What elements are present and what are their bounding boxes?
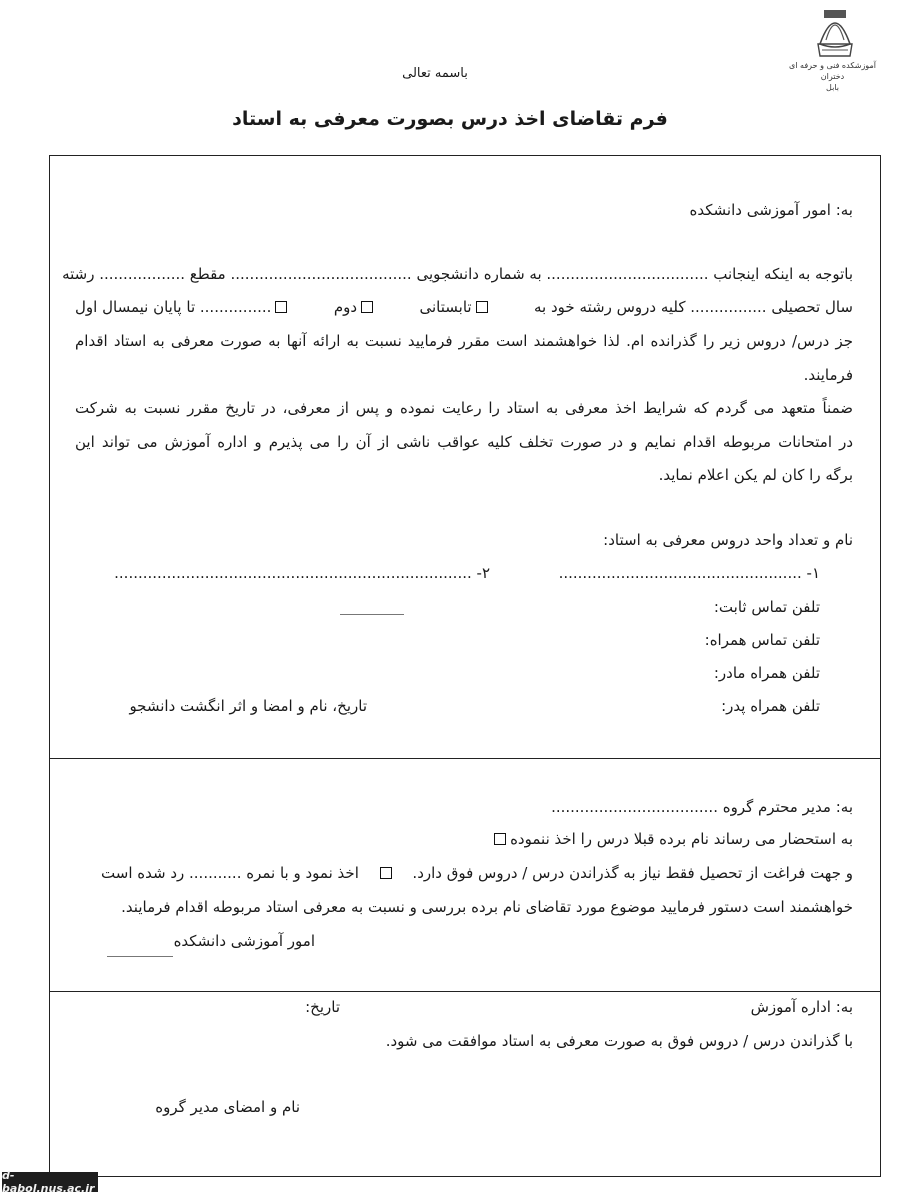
section3-signature: نام و امضای مدیر گروه	[155, 1098, 300, 1116]
section1-addressee: به: امور آموزشی دانشکده	[689, 201, 853, 219]
section3-line1: با گذراندن درس / دروس فوق به صورت معرفی به استاد موافقت می شود.	[385, 1032, 853, 1050]
section1-line7: برگه را کان لم یکن اعلام نماید.	[658, 466, 853, 484]
summer-option	[419, 298, 491, 316]
phone-mother-label: تلفن همراه مادر:	[713, 664, 820, 682]
semester2-label: دوم	[333, 298, 358, 316]
phone-fixed-line	[340, 614, 404, 615]
course-1: ۱- ...................................................	[558, 564, 820, 582]
summer-label: تابستانی	[419, 298, 472, 316]
semester1-option	[75, 298, 291, 316]
failed-checkbox[interactable]	[380, 867, 392, 879]
section2-line2	[101, 864, 853, 882]
section2-addressee: به: مدیر محترم گروه ...................................	[551, 798, 853, 816]
failed-label: اخذ نمود و با نمره ........... رد شده است	[101, 864, 359, 882]
section1-line3: جز درس/ دروس زیر را گذرانده ام. لذا خواهشمند است مقرر فرمایید نسبت به ارائه آنها به صورت معرفی به استاد اقدام	[75, 332, 853, 350]
graduation-need-label: و جهت فراغت از تحصیل فقط نیاز به گذراندن درس / دروس فوق دارد.	[412, 864, 853, 882]
semester1-label: ............... تا پایان نیمسال اول	[75, 298, 272, 316]
footer-site-tag: d-babol.nus.ac.ir	[2, 1172, 98, 1192]
form-title: فرم تقاضای اخذ درس بصورت معرفی به استاد	[232, 108, 668, 130]
section1-line1: باتوجه به اینکه اینجانب .................................. به شماره دانشجویی ...................................... مقطع .................. رشته	[62, 265, 853, 283]
section1-line2	[75, 298, 853, 316]
semester2-checkbox[interactable]	[361, 301, 373, 313]
section-divider-1	[50, 758, 880, 759]
section3-addressee: به: اداره آموزش	[750, 998, 853, 1016]
section2-signature: امور آموزشی دانشکده	[173, 932, 315, 950]
phone-mobile-label: تلفن تماس همراه:	[704, 631, 820, 649]
summer-checkbox[interactable]	[476, 301, 488, 313]
courses-label: نام و تعداد واحد دروس معرفی به استاد:	[603, 531, 853, 549]
student-signature-label: تاریخ، نام و امضا و اثر انگشت دانشجو	[129, 697, 367, 715]
not-taken-label: به استحضار می رساند نام برده قبلا درس را اخذ ننموده	[510, 830, 853, 848]
form-frame	[49, 155, 881, 1177]
section1-line4: فرمایند.	[803, 366, 853, 384]
line2-d: سال تحصیلی ................ کلیه دروس رشته خود به	[533, 298, 853, 316]
course-2: ۲- ...........................................................................	[114, 564, 490, 582]
section2-line3: خواهشمند است دستور فرمایید موضوع مورد تقاضای نام برده بررسی و نسبت به معرفی استاد مربوطه اقدام فرمایند.	[121, 898, 853, 916]
not-taken-checkbox[interactable]	[494, 833, 506, 845]
section1-line5: ضمناً متعهد می گردم که شرایط اخذ معرفی به استاد را رعایت نموده و پس از معرفی، در تاریخ مقرر نسبت به شرکت	[75, 399, 853, 417]
phone-father-label: تلفن همراه پدر:	[721, 697, 820, 715]
basmala: باسمه تعالی	[402, 66, 468, 81]
semester1-checkbox[interactable]	[275, 301, 287, 313]
semester2-option	[334, 298, 377, 316]
section-divider-2	[50, 991, 880, 992]
section2-line1	[490, 830, 853, 848]
section1-line6: در امتحانات مربوطه اقدام نمایم و در صورت تخلف کلیه عواقب ناشی از آن را می پذیرم و اداره آموزش می تواند این	[75, 433, 853, 451]
logo-caption: آموزشکده فنی و حرفه ای دختران بابل	[789, 61, 876, 92]
section2-signature-line	[107, 956, 173, 957]
section3-date-label: تاریخ:	[305, 998, 340, 1016]
phone-fixed-label: تلفن تماس ثابت:	[713, 598, 820, 616]
